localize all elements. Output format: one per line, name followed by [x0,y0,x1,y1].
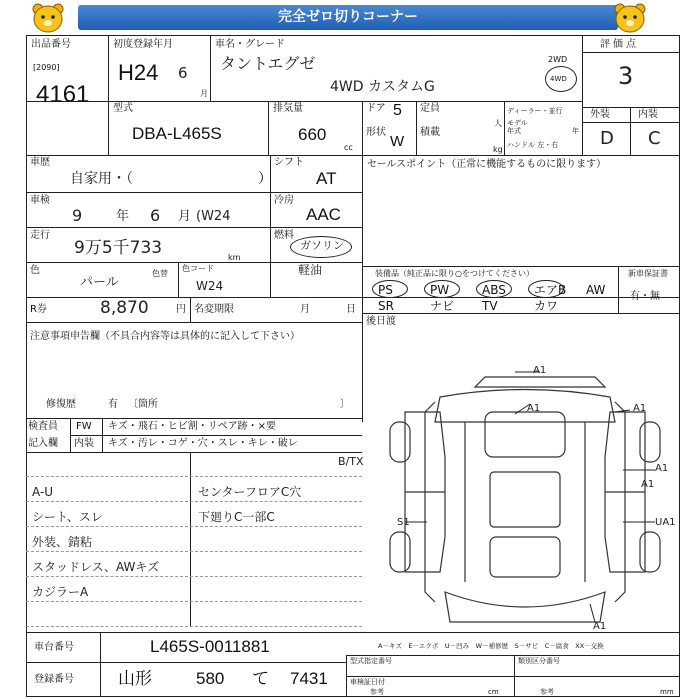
car-damage-diagram [365,322,680,642]
shift-label: シフト [274,157,304,168]
note-left: シート、スレ [32,510,103,524]
fw-label: FW [76,421,92,432]
in-items: キズ・汚レ・コゲ・穴・スレ・キレ・破レ [108,438,298,449]
cooling-value: AAC [306,205,341,224]
mark-1: A1 [533,365,547,376]
capacity-label: 定員 [420,103,440,114]
equipment-item: カワ [534,299,559,313]
ruled-line [26,601,362,602]
ruled-line [26,576,362,577]
ref-label-1: 参考 [370,688,384,696]
repair-history-label: 修復歴 [46,399,76,410]
four-wd-label: 4WD [550,75,567,83]
note-right: 下廻りC一部C [198,510,275,524]
yen-unit: 円 [176,304,186,315]
equipment-item: AW [586,283,606,297]
shape-value: W [390,133,405,150]
mark-4: A1 [655,463,669,474]
repair-place: 〔箇所 [128,399,158,410]
mm-unit: mm [660,688,674,696]
km-unit: km [228,253,241,262]
interior-value: C [648,128,661,149]
mascot-right-icon [612,2,648,34]
mark-5: A1 [641,479,655,490]
entry-label: 記入欄 [28,438,58,449]
load-label: 積載 [420,127,440,138]
mileage-value: 9万5千733 [74,238,163,258]
kg-unit: kg [493,145,503,154]
inspector-label: 検査員 [28,421,58,432]
warranty-value: 有・無 [630,291,660,302]
history-label: 車歴 [30,157,50,168]
cc-unit: cc [344,143,353,152]
dealer-label: ディーラー・並行 [507,107,563,115]
color-change-label: 色替 [152,269,168,278]
shift-value: AT [316,169,337,188]
notes-label: 注意事項申告欄（不具合内容等は具体的に記入して下さい） [30,331,300,342]
person-unit: 人 [494,119,502,128]
color-code-label: 色コード [182,264,214,273]
lot-no-label: 出品番号 [31,39,71,50]
lot-no-value: 4161 [36,81,90,108]
chassis-no-value: L465S-0011881 [150,637,270,656]
equipment-item: ABS [482,283,506,297]
rating-value: 3 [618,62,634,90]
note-left: スタッドレス、AWキズ [32,560,160,574]
reg-num: 7431 [290,669,328,688]
inspection-month-unit: 月 [178,209,192,224]
model-label: 型式 [113,103,133,114]
color-label: 色 [30,265,40,276]
cm-unit: cm [488,688,499,696]
equipment-circle [424,280,460,298]
year-unit: 年 [572,127,579,135]
recycle-label: R券 [30,304,47,315]
sales-point-label: セールスポイント（正常に機能するものに限ります） [367,159,607,170]
reg-no-label: 登録番号 [34,674,74,685]
interior-short-label: 内装 [74,438,94,449]
ruled-line [26,626,362,627]
reg-area: 山形 [118,669,152,688]
reg-class: 580 [196,669,225,688]
equipment-item: PS [378,283,393,297]
mark-8: A1 [593,621,607,632]
equipment-item: TV [482,299,498,313]
color-code-value: W24 [196,279,224,293]
mark-6: UA1 [655,517,676,528]
shape-label: 形状 [366,127,386,138]
rating-label: 評価点 [600,39,639,50]
inspection-label: 車検 [30,195,50,206]
name-change-day: 日 [346,304,356,315]
legend-text: A－キズ E－エクボ U－凹み W－補修歴 S－サビ C－腐食 XX－交換 [378,642,604,650]
warranty-label: 新車保証書 [628,269,668,278]
displacement-value: 660 [298,125,327,144]
note-left: 外装、錆粘 [32,535,93,549]
reg-kana: て [252,669,269,688]
equipment-circle [372,280,408,298]
color-value: パール [80,275,119,290]
car-name-value: タントエグゼ [220,54,316,73]
reg-month-unit: 月 [200,89,208,98]
recycle-amount: 8,870 [100,298,149,318]
checks-label: 車検証日付 [350,678,385,686]
exterior-label: 外装 [590,109,610,120]
note-left: カジラーA [32,585,89,599]
ruled-line [26,501,362,502]
inspection-year: 9 [72,206,83,225]
first-reg-label: 初度登録年月 [113,39,173,50]
fw-items: キズ・飛石・ヒビ割・リペア跡・×要 [108,421,276,432]
ruled-line [26,551,362,552]
displacement-label: 排気量 [273,103,303,114]
inspection-year-unit: 年 [116,209,130,224]
name-change-month: 月 [300,304,310,315]
equipment-item: エアB [534,283,567,297]
handle-label: ハンドル 左・右 [507,141,559,149]
fuel-label: 燃料 [274,230,294,241]
equipment-circle [476,280,512,298]
equipment-item: ナビ [430,299,455,313]
equipment-item: PW [430,283,450,297]
grade-value: 4WD カスタムG [330,79,435,95]
ut-label: B/TX [338,455,364,468]
model-value: DBA-L465S [132,124,222,143]
fuel-diesel: 軽油 [298,263,323,277]
car-name-label: 車名・グレード [215,39,285,50]
inspection-note: (W24 [196,209,231,224]
equipment-item: SR [378,299,394,313]
page-banner: 完全ゼロ切りコーナー [78,5,618,30]
year-suffix-label: 年式 [507,127,521,135]
ruled-line [26,476,362,477]
equipment-label: 装備品（純正品に限り○をつけてください） [375,269,534,278]
chassis-no-label: 車台番号 [34,642,74,653]
note-left: A-U [32,485,54,499]
note-right: センターフロアC穴 [198,485,302,499]
ruled-line [26,526,362,527]
lot-code: [2090] [33,63,60,72]
rear-seat-label: 後日渡 [366,316,396,327]
reg-era: H24 [118,60,159,85]
mark-3: A1 [633,403,647,414]
model-year-label: モデル [507,119,528,127]
mileage-label: 走行 [30,230,50,241]
category-label: 類別区分番号 [518,657,560,665]
equipment-circle [528,280,567,298]
designated-label: 型式指定番号 [350,657,392,665]
doors-value: 5 [393,102,402,119]
ref-label-2: 参考 [540,688,554,696]
cooling-label: 冷房 [274,195,294,206]
repair-have: 有 [108,399,118,410]
exterior-value: D [600,128,614,149]
two-wd-label: 2WD [548,55,568,64]
mark-2: A1 [527,403,541,414]
reg-month: 6 [178,64,188,82]
mark-7: S1 [397,517,410,528]
fuel-gas: ガソリン [300,239,344,252]
inspection-month: 6 [150,206,161,225]
name-change-label: 名変期限 [194,304,234,315]
mascot-left-icon [30,2,66,34]
interior-label: 内装 [638,109,658,120]
history-value: 自家用・（ [70,171,133,187]
doors-label: ドア [366,103,386,114]
